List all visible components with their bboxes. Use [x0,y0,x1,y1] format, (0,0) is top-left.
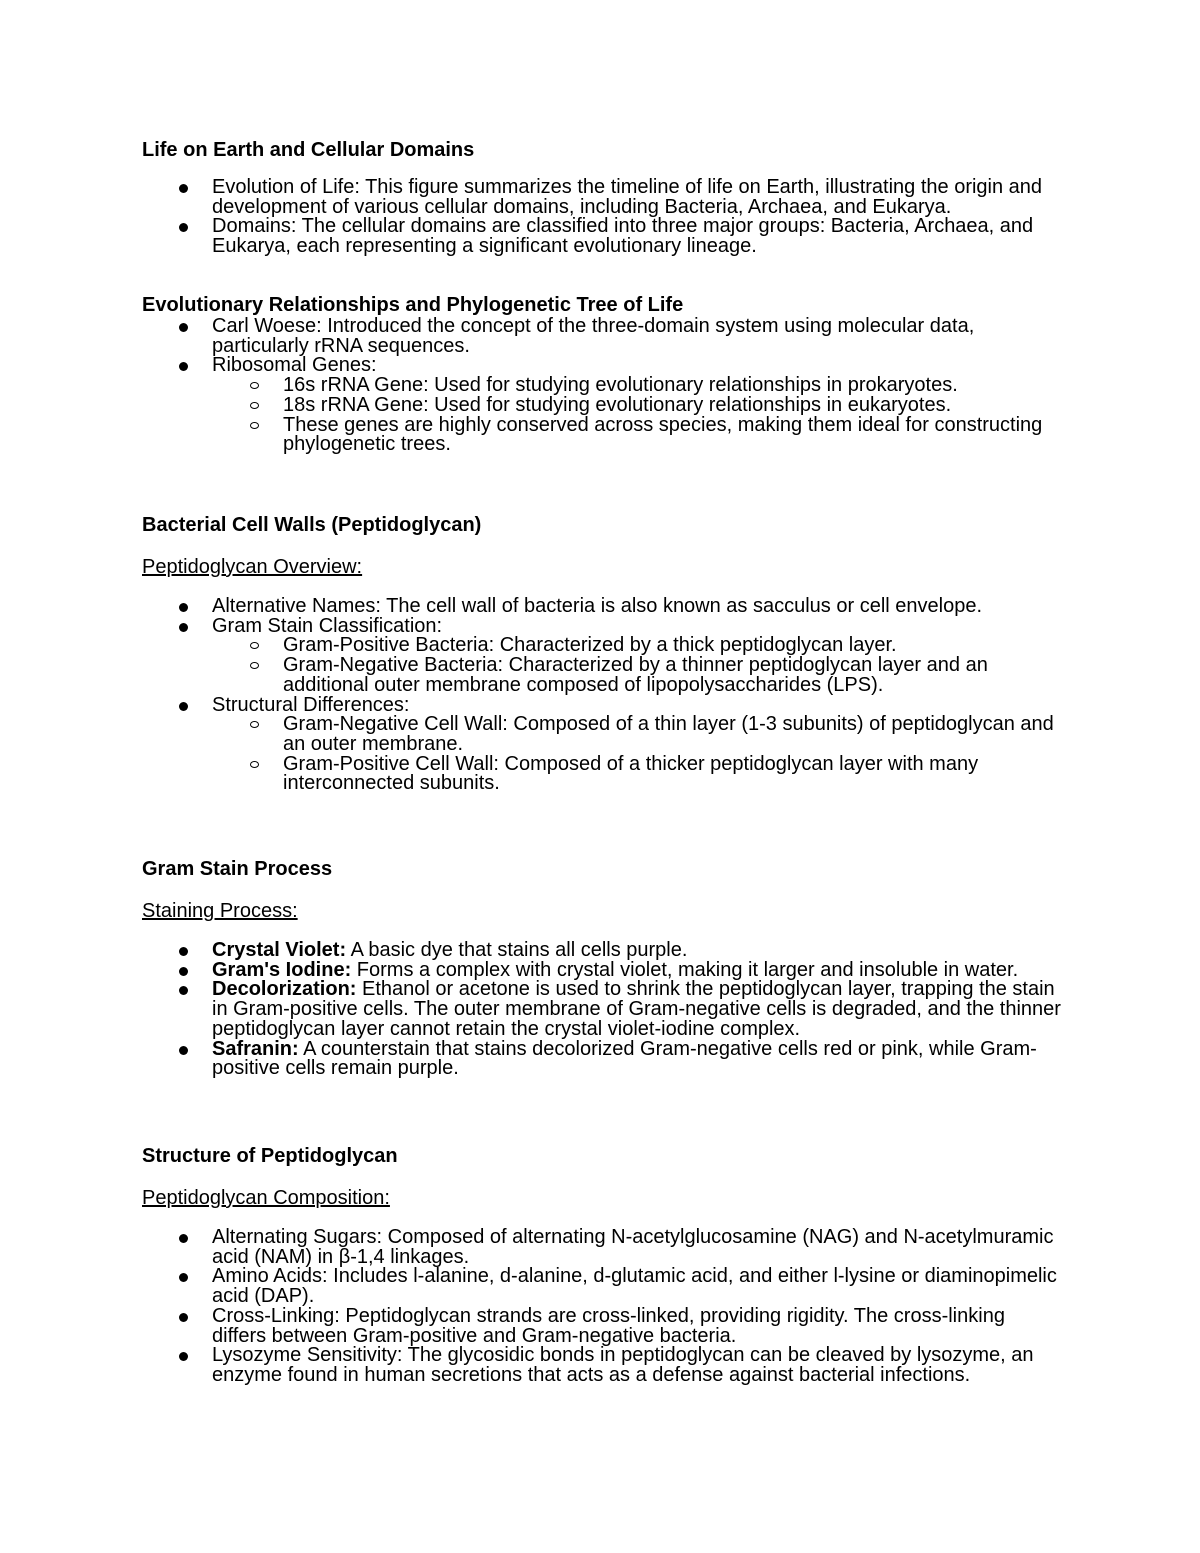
term-description: A basic dye that stains all cells purple. [346,939,688,961]
list-item: Evolution of Life: This figure summarizes the timeline of life on Earth, illustrating the origin and development of various cellular domains, including Bacteria, Archaea, and Eukarya. [142,178,1062,217]
sub-list-item: Gram-Negative Bacteria: Characterized by a thinner peptidoglycan layer and an additional outer membrane composed of lipopolysaccharides (LPS). [212,656,1062,695]
list-item-label: Ribosomal Genes: [212,354,377,377]
sub-bullet-list [142,636,1062,695]
sub-list-item: 16s rRNA Gene: Used for studying evolutionary relationships in prokaryotes. [212,376,1062,396]
list-item [142,980,1062,1039]
sub-bullet-list [142,715,1062,794]
section-heading: Evolutionary Relationships and Phylogenetic Tree of Life [142,294,684,316]
sub-list-item: 18s rRNA Gene: Used for studying evolutionary relationships in eukaryotes. [212,396,1062,416]
bullet-list [142,941,1062,1079]
section-life-on-earth [142,138,1062,257]
bullet-list [142,597,1062,794]
sub-bullet-list [142,376,1062,455]
list-item: Lysozyme Sensitivity: The glycosidic bonds in peptidoglycan can be cleaved by lysozyme, an enzyme found in human secretions that acts as a defense against bacterial infections. [142,1346,1062,1385]
sub-list-item: These genes are highly conserved across species, making them ideal for constructing phylogenetic trees. [212,416,1062,455]
term-label: Gram's Iodine: [212,958,352,981]
list-item: Alternating Sugars: Composed of alternating N-acetylglucosamine (NAG) and N-acetylmuramic acid (NAM) in β-1,4 linkages. [142,1228,1062,1267]
list-item-label: Gram Stain Classification: [212,614,443,637]
list-item [142,614,1062,696]
list-item [142,693,1062,795]
section-gram-stain-process [142,857,1062,1079]
list-item: Cross-Linking: Peptidoglycan strands are cross-linked, providing rigidity. The cross-linking differs between Gram-positive and Gram-negative bacteria. [142,1307,1062,1346]
list-item: Carl Woese: Introduced the concept of the three-domain system using molecular data, particularly rRNA sequences. [142,317,1062,356]
section-heading: Life on Earth and Cellular Domains [142,139,475,161]
list-item [142,356,1062,455]
section-subheading: Peptidoglycan Overview: [142,556,363,578]
bullet-list [142,178,1062,257]
section-heading: Gram Stain Process [142,858,333,880]
list-item: Domains: The cellular domains are classified into three major groups: Bacteria, Archaea, and Eukarya, each representing a significant evolutionary lineage. [142,217,1062,256]
term-label: Decolorization: [212,978,357,1001]
section-heading: Structure of Peptidoglycan [142,1145,398,1167]
list-item-label: Structural Differences: [212,693,410,716]
section-structure-of-peptidoglycan [142,1144,1062,1386]
term-label: Safranin: [212,1037,299,1060]
sub-list-item: Gram-Positive Cell Wall: Composed of a thicker peptidoglycan layer with many interconnected subunits. [212,755,1062,794]
sub-list-item: Gram-Positive Bacteria: Characterized by a thick peptidoglycan layer. [212,636,1062,656]
bullet-list [142,317,1062,455]
term-description: Forms a complex with crystal violet, making it larger and insoluble in water. [351,958,1019,981]
term-label: Crystal Violet: [212,939,347,961]
section-evolutionary-relationships [142,293,1062,455]
section-heading: Bacterial Cell Walls (Peptidoglycan) [142,514,482,536]
sub-list-item: Gram-Negative Cell Wall: Composed of a thin layer (1-3 subunits) of peptidoglycan and an outer membrane. [212,715,1062,754]
list-item: Alternative Names: The cell wall of bacteria is also known as sacculus or cell envelope. [142,597,1062,617]
term-description: A counterstain that stains decolorized Gram-negative cells red or pink, while Gram-positive cells remain purple. [212,1037,1037,1080]
bullet-list [142,1228,1062,1386]
section-subheading: Staining Process: [142,900,298,922]
list-item: Amino Acids: Includes l-alanine, d-alanine, d-glutamic acid, and either l-lysine or diaminopimelic acid (DAP). [142,1267,1062,1306]
term-description: Ethanol or acetone is used to shrink the peptidoglycan layer, trapping the stain in Gram-positive cells. The outer membrane of Gram-negative cells is degraded, and the thinner peptidoglycan layer cannot retain the crystal violet-iodine complex. [212,978,1061,1040]
section-subheading: Peptidoglycan Composition: [142,1187,390,1209]
section-bacterial-cell-walls [142,513,1062,794]
list-item [142,1037,1062,1080]
